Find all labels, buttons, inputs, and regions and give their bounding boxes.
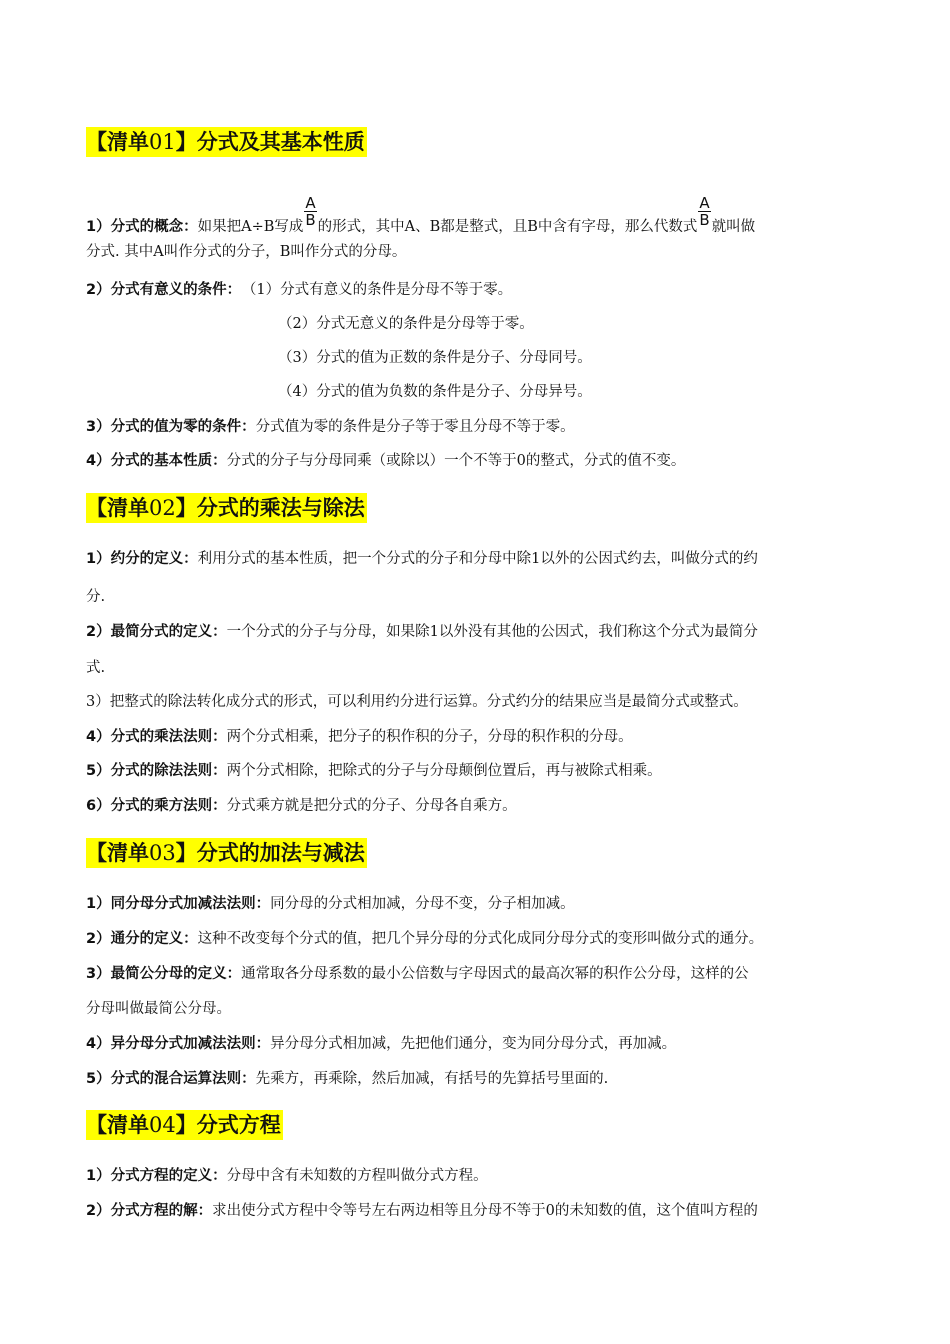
section-heading-03: 【清单03】分式的加法与减法	[86, 838, 367, 868]
paragraph-line: 1）分式的概念：如果把A÷B写成 $\frac{A}{B}$ 的形式，其中A、B都是整式，且B中含有字母，那么代数式 $\frac{A}{B}$ 就叫做	[86, 194, 756, 235]
paragraph-line: 2）最简分式的定义：一个分式的分子与分母，如果除1以外没有其他的公因式，我们称这个分式为最简分	[86, 624, 758, 640]
paragraph-line: 4）分式的乘法法则：两个分式相乘，把分子的积作积的分子，分母的积作积的分母。	[86, 729, 633, 745]
paragraph-line: （3）分式的值为正数的条件是分子、分母同号。	[278, 350, 592, 366]
paragraph-line: 分母叫做最简公分母。	[86, 1001, 231, 1017]
paragraph-line: 4）分式的基本性质：分式的分子与分母同乘（或除以）一个不等于0的整式，分式的值不变。	[86, 453, 686, 469]
paragraph-line: 5）分式的混合运算法则：先乘方，再乘除，然后加减，有括号的先算括号里面的.	[86, 1071, 609, 1087]
paragraph-line: 式.	[86, 660, 106, 676]
section-heading-01: 【清单01】分式及其基本性质	[86, 127, 367, 157]
paragraph-line: 1）分式方程的定义：分母中含有未知数的方程叫做分式方程。	[86, 1168, 488, 1184]
paragraph-line: 5）分式的除法法则：两个分式相除，把除式的分子与分母颠倒位置后，再与被除式相乘。	[86, 763, 662, 779]
paragraph-line: （2）分式无意义的条件是分母等于零。	[278, 316, 534, 332]
section-heading-02: 【清单02】分式的乘法与除法	[86, 493, 367, 523]
paragraph-line: 3）分式的值为零的条件：分式值为零的条件是分子等于零且分母不等于零。	[86, 419, 575, 435]
paragraph-line: 1）约分的定义：利用分式的基本性质，把一个分式的分子和分母中除1以外的公因式约去，叫做分式的约	[86, 551, 758, 567]
paragraph-line: 分式. 其中A叫作分式的分子，B叫作分式的分母。	[86, 244, 407, 260]
paragraph-line: 分.	[86, 589, 106, 605]
paragraph-line: 2）通分的定义：这种不改变每个分式的值，把几个异分母的分式化成同分母分式的变形叫做分式的通分。	[86, 931, 764, 947]
fraction-a-over-b: $\frac{A}{B}$	[699, 194, 710, 229]
paragraph-line: 2）分式有意义的条件： （1）分式有意义的条件是分母不等于零。	[86, 282, 513, 298]
paragraph-line: 1）同分母分式加减法法则：同分母的分式相加减，分母不变，分子相加减。	[86, 896, 575, 912]
fraction-a-over-b: $\frac{A}{B}$	[305, 194, 316, 229]
paragraph-line: 4）异分母分式加减法法则：异分母分式相加减，先把他们通分，变为同分母分式，再加减。	[86, 1036, 677, 1052]
paragraph-line: 2）分式方程的解：求出使分式方程中令等号左右两边相等且分母不等于0的未知数的值，这个值叫方程的	[86, 1203, 758, 1219]
paragraph-line: 3）把整式的除法转化成分式的形式，可以利用约分进行运算。分式约分的结果应当是最简分式或整式。	[86, 694, 748, 710]
paragraph-line: 6）分式的乘方法则：分式乘方就是把分式的分子、分母各自乘方。	[86, 798, 517, 814]
paragraph-line: 3）最简公分母的定义：通常取各分母系数的最小公倍数与字母因式的最高次幂的积作公分母，这样的公	[86, 966, 749, 982]
paragraph-line: （4）分式的值为负数的条件是分子、分母异号。	[278, 384, 592, 400]
section-heading-04: 【清单04】分式方程	[86, 1110, 283, 1140]
